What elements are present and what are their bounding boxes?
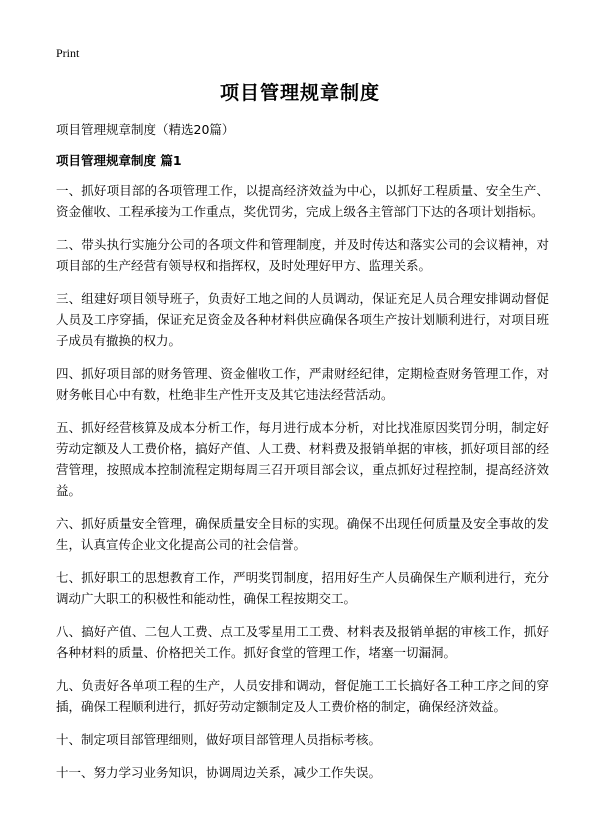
paragraph-2: 二、带头执行实施分公司的各项文件和管理制度，并及时传达和落实公司的会议精神，对项目部的生产经营有领导权和指挥权，及时处理好甲方、监理关系。 (56, 237, 549, 273)
paragraph-10: 十、制定项目部管理细则，做好项目部管理人员指标考核。 (56, 732, 382, 747)
paragraph-5: 五、抓好经营核算及成本分析工作，每月进行成本分析，对比找准原因奖罚分明，制定好劳动定额及人工费价格，搞好产值、人工费、材料费及报销单据的审核，抓好项目部的经营管理，按照成本控制流程定期每周三召开项目部会议，重点抓好过程控制，提高经济效益。 (56, 420, 549, 498)
paragraph-11: 十一、努力学习业务知识，协调周边关系，减少工作失误。 (56, 765, 382, 780)
document-body (56, 180, 549, 795)
section-heading: 项目管理规章制度 篇1 (56, 153, 182, 168)
document-subtitle: 项目管理规章制度（精选20篇） (56, 122, 235, 137)
paragraph-6: 六、抓好质量安全管理，确保质量安全目标的实现。确保不出现任何质量及安全事故的发生，认真宣传企业文化提高公司的社会信誉。 (56, 516, 549, 552)
paragraph-4: 四、抓好项目部的财务管理、资金催收工作，严肃财经纪律，定期检查财务管理工作，对财务帐目心中有数，杜绝非生产性开支及其它违法经营活动。 (56, 366, 549, 402)
page-title: 项目管理规章制度 (219, 82, 380, 104)
paragraph-9: 九、负责好各单项工程的生产，人员安排和调动，督促施工工长搞好各工种工序之间的穿插，确保工程顺利进行，抓好劳动定额制定及人工费价格的制定，确保经济效益。 (56, 678, 549, 714)
paragraph-7: 七、抓好职工的思想教育工作，严明奖罚制度，招用好生产人员确保生产顺利进行，充分调动广大职工的积极性和能动性，确保工程按期交工。 (56, 570, 549, 606)
paragraph-3: 三、组建好项目领导班子，负责好工地之间的人员调动，保证充足人员合理安排调动督促人员及工序穿插，保证充足资金及各种材料供应确保各项生产按计划顺利进行，对项目班子成员有撤换的权力。 (56, 291, 549, 348)
paragraph-8: 八、搞好产值、二包人工费、点工及零星用工工费、材料表及报销单据的审核工作，抓好各种材料的质量、价格把关工作。抓好食堂的管理工作，堵塞一切漏洞。 (56, 624, 549, 660)
paragraph-1: 一、抓好项目部的各项管理工作，以提高经济效益为中心，以抓好工程质量、安全生产、资金催收、工程承接为工作重点，奖优罚劣，完成上级各主管部门下达的各项计划指标。 (56, 183, 549, 219)
print-link[interactable]: Print (56, 46, 80, 60)
